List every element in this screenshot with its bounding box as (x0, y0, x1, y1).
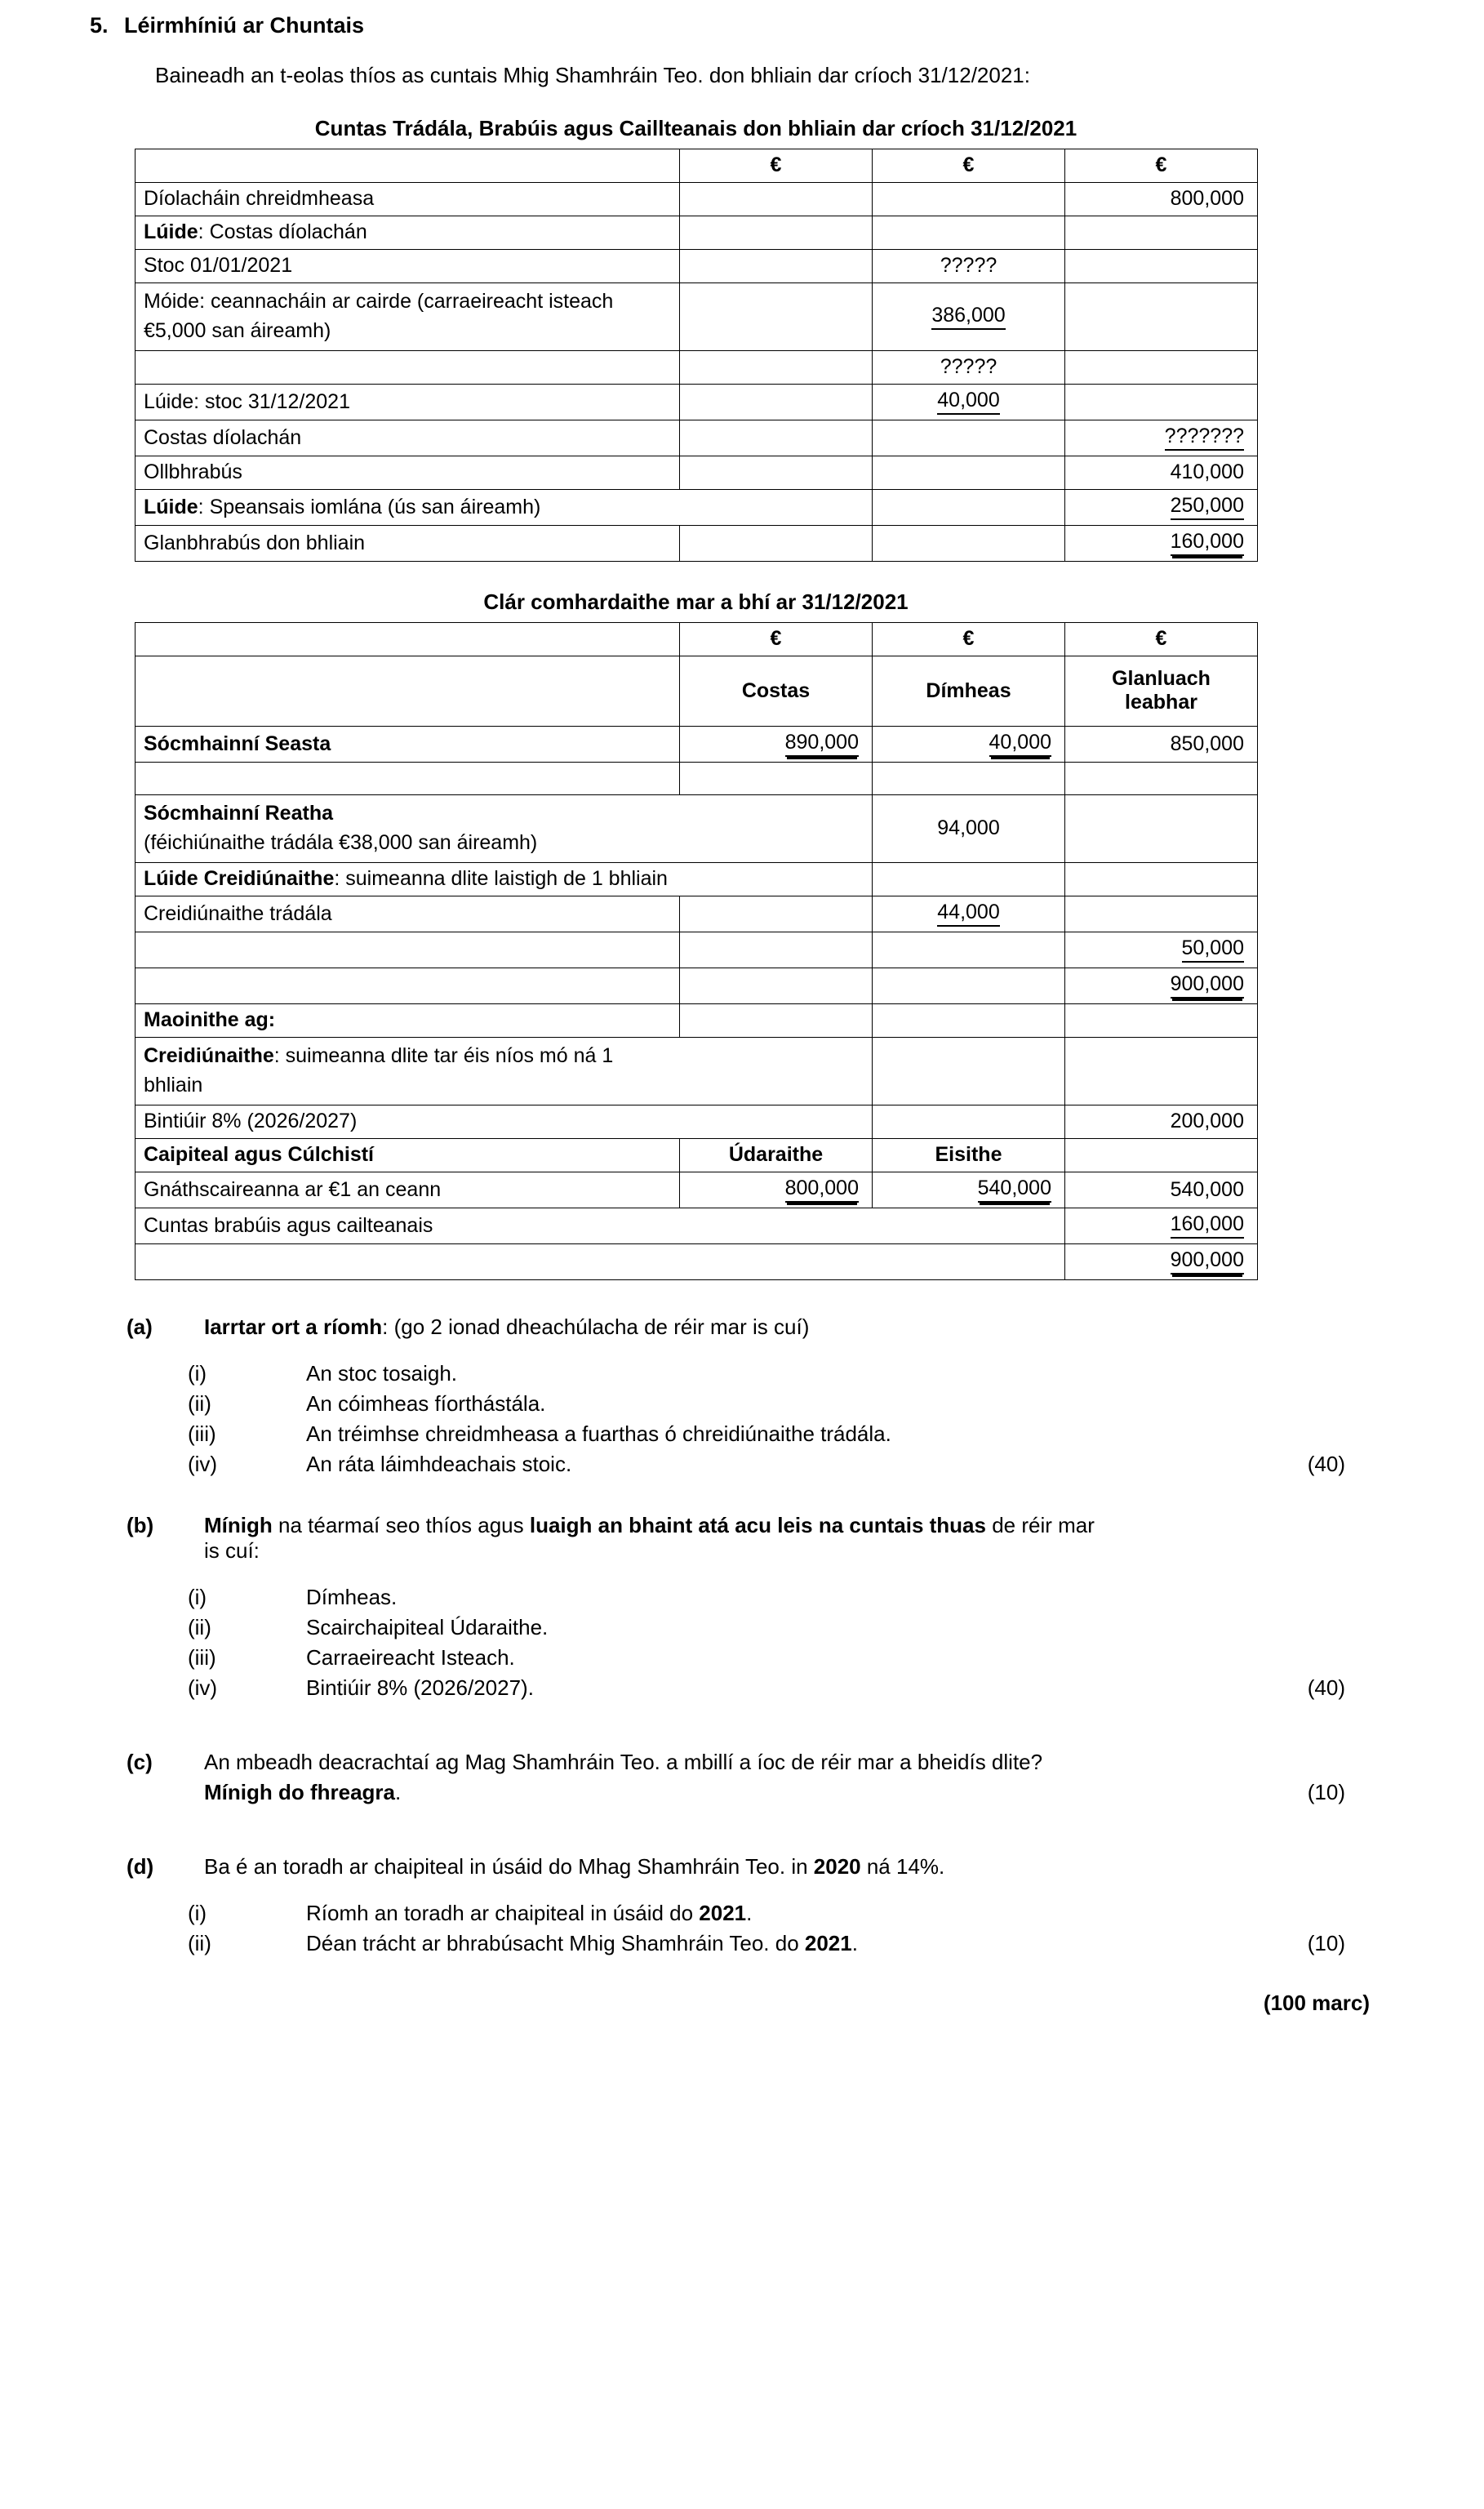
row-label: Lúide Creidiúnaithe: suimeanna dlite laistigh de 1 bhliain (136, 863, 873, 896)
part-b-seg-4: de réir mar (985, 1513, 1095, 1537)
item-seg-2: . (746, 1901, 753, 1925)
table-row (136, 283, 1258, 351)
double-underlined-value: 160,000 (1171, 530, 1244, 556)
cell-blank (1065, 250, 1258, 283)
trading-account-caption: Cuntas Trádála, Brabúis agus Caillteanais don bhliain dar críoch 31/12/2021 (314, 116, 1077, 140)
part-d-lead (204, 1854, 1371, 1880)
currency-header-2: € (873, 149, 1065, 183)
item-seg-1: Déan trácht ar bhrabúsacht Mhig Shamhráin Teo. do (306, 1931, 805, 1955)
column-header-glanluach: Glanluach leabhar (1065, 656, 1258, 727)
item-seg-2: . (851, 1931, 858, 1955)
row-value-c1 (680, 727, 873, 763)
marks (1345, 1421, 1484, 1447)
table-row (136, 183, 1258, 216)
marks: (10) (1307, 1931, 1345, 1955)
part-c-label: (c) (127, 1750, 153, 1774)
item-text: Carraeireacht Isteach. (306, 1645, 515, 1670)
cell-blank (873, 216, 1065, 250)
table-row (136, 490, 1258, 526)
roman-numeral: (i) (188, 1901, 207, 1925)
cell-blank (136, 1244, 1065, 1280)
roman-numeral: (ii) (188, 1391, 211, 1416)
table-row (136, 1038, 1258, 1105)
cell-blank (1065, 1004, 1258, 1038)
part-d-label: (d) (127, 1854, 154, 1879)
row-value-c3: 850,000 (1065, 727, 1258, 763)
table-row (136, 1139, 1258, 1172)
row-value-c2 (873, 385, 1065, 420)
part-d-seg-2: ná 14%. (860, 1854, 945, 1879)
item-text: An cóimheas fíorthástála. (306, 1391, 546, 1416)
underlined-value: 250,000 (1171, 494, 1244, 520)
trading-account-table (135, 149, 1258, 562)
part-b-item-i (0, 1585, 1484, 1610)
row-value-c2: 94,000 (873, 795, 1065, 863)
part-a-item-iv (0, 1452, 1484, 1477)
cell-blank (873, 1004, 1065, 1038)
row-value-c3 (1065, 420, 1258, 456)
table-row (136, 727, 1258, 763)
part-a (0, 1315, 1484, 1340)
item-bold-year: 2021 (699, 1901, 747, 1925)
row-label: Bintiúir 8% (2026/2027) (136, 1105, 873, 1139)
cell-blank (873, 863, 1065, 896)
cell-blank (1065, 795, 1258, 863)
underlined-value: 50,000 (1182, 936, 1244, 963)
part-b-label: (b) (127, 1513, 154, 1537)
row-value-c3: 800,000 (1065, 183, 1258, 216)
item-text: Dímheas. (306, 1585, 398, 1609)
table-row (136, 149, 1258, 183)
cell-blank (136, 656, 680, 727)
spacer (0, 1345, 1484, 1361)
table-row (136, 932, 1258, 968)
cell-blank (680, 283, 873, 351)
cell-blank (136, 932, 680, 968)
part-c-bold: Mínigh do fhreagra (204, 1780, 395, 1804)
item-text: An tréimhse chreidmheasa a fuarthas ó chreidiúnaithe trádála. (306, 1421, 891, 1446)
cell-blank (680, 1004, 873, 1038)
row-value-c2 (873, 1172, 1065, 1208)
item-text: Bintiúir 8% (2026/2027). (306, 1675, 534, 1700)
double-underlined-value: 540,000 (978, 1177, 1051, 1203)
question-intro: Baineadh an t-eolas thíos as cuntais Mhig Shamhráin Teo. don bhliain dar críoch 31/12/2021: (155, 63, 1030, 87)
row-label: Gnáthscaireanna ar €1 an ceann (136, 1172, 680, 1208)
cell-blank (680, 932, 873, 968)
part-b-item-ii (0, 1615, 1484, 1640)
table-row (136, 456, 1258, 490)
table-row (136, 623, 1258, 656)
cell-blank (873, 932, 1065, 968)
row-value-c3 (1065, 526, 1258, 562)
table-row (136, 1105, 1258, 1139)
part-b (0, 1513, 1484, 1538)
double-underlined-value: 40,000 (989, 731, 1051, 757)
row-label: Glanbhrabús don bhliain (136, 526, 680, 562)
row-label (136, 351, 680, 385)
part-c-line2-wrap (0, 1780, 1484, 1805)
marks: (40) (1307, 1675, 1345, 1700)
row-value-c2 (873, 727, 1065, 763)
cell-blank (680, 183, 873, 216)
spacer (0, 1482, 1484, 1513)
part-d (0, 1854, 1484, 1880)
spacer (0, 1810, 1484, 1854)
row-label: Maoinithe ag: (136, 1004, 680, 1038)
currency-header-3: € (1065, 623, 1258, 656)
column-header-costas: Costas (680, 656, 873, 727)
cell-blank (680, 968, 873, 1004)
part-a-item-ii (0, 1391, 1484, 1417)
table-row (136, 863, 1258, 896)
question-parts (0, 1280, 1484, 1956)
cell-blank (873, 183, 1065, 216)
row-label: Móide: ceannacháin ar cairde (carraeireacht isteach €5,000 san áireamh) (136, 283, 680, 351)
cell-blank (1065, 351, 1258, 385)
part-a-rest: : (go 2 ionad dheachúlacha de réir mar is cuí) (382, 1315, 810, 1339)
spacer-label (127, 1538, 204, 1564)
underlined-value: ??????? (1165, 425, 1244, 451)
item-text: Scairchaipiteal Údaraithe. (306, 1615, 549, 1639)
table-row (136, 351, 1258, 385)
item-text: An stoc tosaigh. (306, 1361, 457, 1386)
spacer-label (127, 1780, 204, 1805)
table-row (136, 216, 1258, 250)
cell-blank (680, 763, 873, 795)
part-a-item-iii (0, 1421, 1484, 1447)
table-row (136, 526, 1258, 562)
marks (1345, 1615, 1484, 1640)
cell-blank (1065, 1139, 1258, 1172)
cell-blank (1065, 863, 1258, 896)
row-label: Stoc 01/01/2021 (136, 250, 680, 283)
row-label: Caipiteal agus Cúlchistí (136, 1139, 680, 1172)
marks (1345, 1361, 1484, 1386)
row-value-c3 (1065, 968, 1258, 1004)
table-row (136, 1208, 1258, 1244)
part-c-line2-rest: . (395, 1780, 402, 1804)
row-label (136, 795, 873, 863)
cell-blank (680, 250, 873, 283)
cell-blank (1065, 385, 1258, 420)
table-row (136, 250, 1258, 283)
roman-numeral: (iii) (188, 1645, 216, 1670)
part-a-label: (a) (127, 1315, 153, 1339)
question-heading (0, 0, 1484, 38)
cell-blank (873, 526, 1065, 562)
row-value-c3 (1065, 1244, 1258, 1280)
cell-blank (680, 420, 873, 456)
table-row (136, 795, 1258, 863)
table-row (136, 1244, 1258, 1280)
part-b-item-iii (0, 1645, 1484, 1670)
cell-blank (136, 623, 680, 656)
row-label-line2: (féichiúnaithe trádála €38,000 san áireamh) (144, 830, 538, 854)
row-value-c2 (873, 896, 1065, 932)
row-value-c2 (873, 283, 1065, 351)
marks (1345, 1391, 1484, 1417)
table-row (136, 420, 1258, 456)
cell-blank (680, 385, 873, 420)
cell-blank (873, 763, 1065, 795)
roman-numeral: (ii) (188, 1615, 211, 1639)
part-c-line1: An mbeadh deacrachtaí ag Mag Shamhráin Teo. a mbillí a íoc de réir mar a bheidís dlite? (204, 1750, 1043, 1774)
cell-blank (873, 456, 1065, 490)
part-b-seg-2: na téarmaí seo thíos agus (272, 1513, 530, 1537)
cell-blank (873, 968, 1065, 1004)
cell-blank (1065, 216, 1258, 250)
row-label: Ollbhrabús (136, 456, 680, 490)
table-row (136, 1004, 1258, 1038)
row-label: Díolacháin chreidmheasa (136, 183, 680, 216)
double-underlined-value: 900,000 (1171, 972, 1244, 999)
marks: (40) (1307, 1452, 1345, 1476)
row-label: Lúide: Speansais iomlána (ús san áireamh) (136, 490, 873, 526)
marks: (10) (1307, 1780, 1345, 1804)
trading-account-block (0, 88, 1484, 562)
part-d-item-i (0, 1901, 1484, 1926)
roman-numeral: (iv) (188, 1675, 218, 1700)
cell-blank (1065, 283, 1258, 351)
cell-blank (873, 420, 1065, 456)
row-value-c3: 540,000 (1065, 1172, 1258, 1208)
part-b-bold-2: luaigh an bhaint atá acu leis na cuntais thuas (529, 1513, 986, 1537)
cell-blank (680, 351, 873, 385)
currency-header-1: € (680, 149, 873, 183)
part-b-line2: is cuí: (204, 1538, 260, 1563)
label-bold-prefix: Creidiúnaithe (144, 1044, 274, 1067)
label-bold-prefix: Lúide (144, 220, 198, 243)
roman-numeral: (iv) (188, 1452, 218, 1476)
cell-blank (873, 1105, 1065, 1139)
part-d-seg-1: Ba é an toradh ar chaipiteal in úsáid do Mhag Shamhráin Teo. in (204, 1854, 814, 1879)
double-underlined-value: 900,000 (1171, 1248, 1244, 1275)
item-text (306, 1931, 1308, 1956)
spacer (0, 1884, 1484, 1901)
row-value-c3 (1065, 932, 1258, 968)
row-value-c1: Údaraithe (680, 1139, 873, 1172)
currency-header-2: € (873, 623, 1065, 656)
double-underlined-value: 890,000 (785, 731, 859, 757)
roman-numeral: (i) (188, 1585, 207, 1609)
underlined-value: 386,000 (931, 304, 1005, 330)
table-row (136, 896, 1258, 932)
row-value-c3 (1065, 1208, 1258, 1244)
item-bold-year: 2021 (804, 1931, 852, 1955)
cell-blank (873, 1038, 1065, 1105)
row-value-c2: ????? (873, 250, 1065, 283)
part-c-line2 (204, 1780, 1308, 1805)
row-label: Creidiúnaithe trádála (136, 896, 680, 932)
row-value-c3: 200,000 (1065, 1105, 1258, 1139)
cell-blank (136, 968, 680, 1004)
balance-sheet-table (135, 622, 1258, 1280)
currency-header-3: € (1065, 149, 1258, 183)
balance-sheet-block (0, 562, 1484, 1280)
part-b-bold-1: Mínigh (204, 1513, 273, 1537)
cell-blank (1065, 896, 1258, 932)
cell-blank (873, 490, 1065, 526)
double-underlined-value: 800,000 (785, 1177, 859, 1203)
row-label: Lúide: stoc 31/12/2021 (136, 385, 680, 420)
underlined-value: 44,000 (937, 901, 999, 927)
part-d-bold-year: 2020 (813, 1854, 861, 1879)
row-label: Cuntas brabúis agus cailteanais (136, 1208, 1065, 1244)
column-header-dimheas: Dímheas (873, 656, 1065, 727)
page-title: Léirmhíniú ar Chuntais (124, 13, 365, 38)
question-number: 5. (90, 13, 109, 38)
table-row (136, 763, 1258, 795)
cell-blank (680, 216, 873, 250)
spacer (0, 1568, 1484, 1585)
table-row (136, 968, 1258, 1004)
item-text (306, 1901, 1345, 1926)
table-row (136, 1172, 1258, 1208)
row-label: Lúide: Costas díolachán (136, 216, 680, 250)
label-bold-prefix: Lúide Creidiúnaithe (144, 867, 335, 890)
balance-sheet-caption: Clár comhardaithe mar a bhí ar 31/12/2021 (483, 589, 909, 614)
roman-numeral: (i) (188, 1361, 207, 1386)
cell-blank (1065, 1038, 1258, 1105)
part-b-line2-wrap (0, 1538, 1484, 1564)
marks (1345, 1901, 1484, 1926)
roman-numeral: (iii) (188, 1421, 216, 1446)
row-value-c1 (680, 1172, 873, 1208)
marks (1345, 1585, 1484, 1610)
part-c (0, 1750, 1484, 1775)
row-value-c3 (1065, 490, 1258, 526)
table-row (136, 656, 1258, 727)
part-b-item-iv (0, 1675, 1484, 1701)
currency-header-1: € (680, 623, 873, 656)
part-a-text (204, 1315, 1371, 1340)
total-marks: (100 marc) (1263, 1991, 1370, 2015)
part-a-bold-lead: Iarrtar ort a ríomh (204, 1315, 383, 1339)
table-row (136, 385, 1258, 420)
part-b-text (204, 1513, 1371, 1538)
row-value-c2: ????? (873, 351, 1065, 385)
spacer (0, 1706, 1484, 1750)
part-a-item-i (0, 1361, 1484, 1386)
cell-blank (680, 526, 873, 562)
underlined-value: 40,000 (937, 389, 999, 415)
cell-blank (1065, 763, 1258, 795)
cell-blank (680, 896, 873, 932)
underlined-value: 160,000 (1171, 1212, 1244, 1239)
label-bold-prefix: Lúide (144, 495, 198, 518)
item-text: An ráta láimhdeachais stoic. (306, 1452, 572, 1476)
cell-blank (136, 149, 680, 183)
cell-blank (136, 763, 680, 795)
row-label: Costas díolachán (136, 420, 680, 456)
row-value-c3: 410,000 (1065, 456, 1258, 490)
item-seg-1: Ríomh an toradh ar chaipiteal in úsáid do (306, 1901, 700, 1925)
row-label: Creidiúnaithe: suimeanna dlite tar éis níos mó ná 1 bhliain (136, 1038, 873, 1105)
cell-blank (680, 456, 873, 490)
marks (1345, 1645, 1484, 1670)
row-label-line1: Sócmhainní Reatha (144, 802, 333, 825)
row-value-c2: Eisithe (873, 1139, 1065, 1172)
roman-numeral: (ii) (188, 1931, 211, 1955)
part-d-item-ii (0, 1931, 1484, 1956)
row-label: Sócmhainní Seasta (136, 727, 680, 763)
